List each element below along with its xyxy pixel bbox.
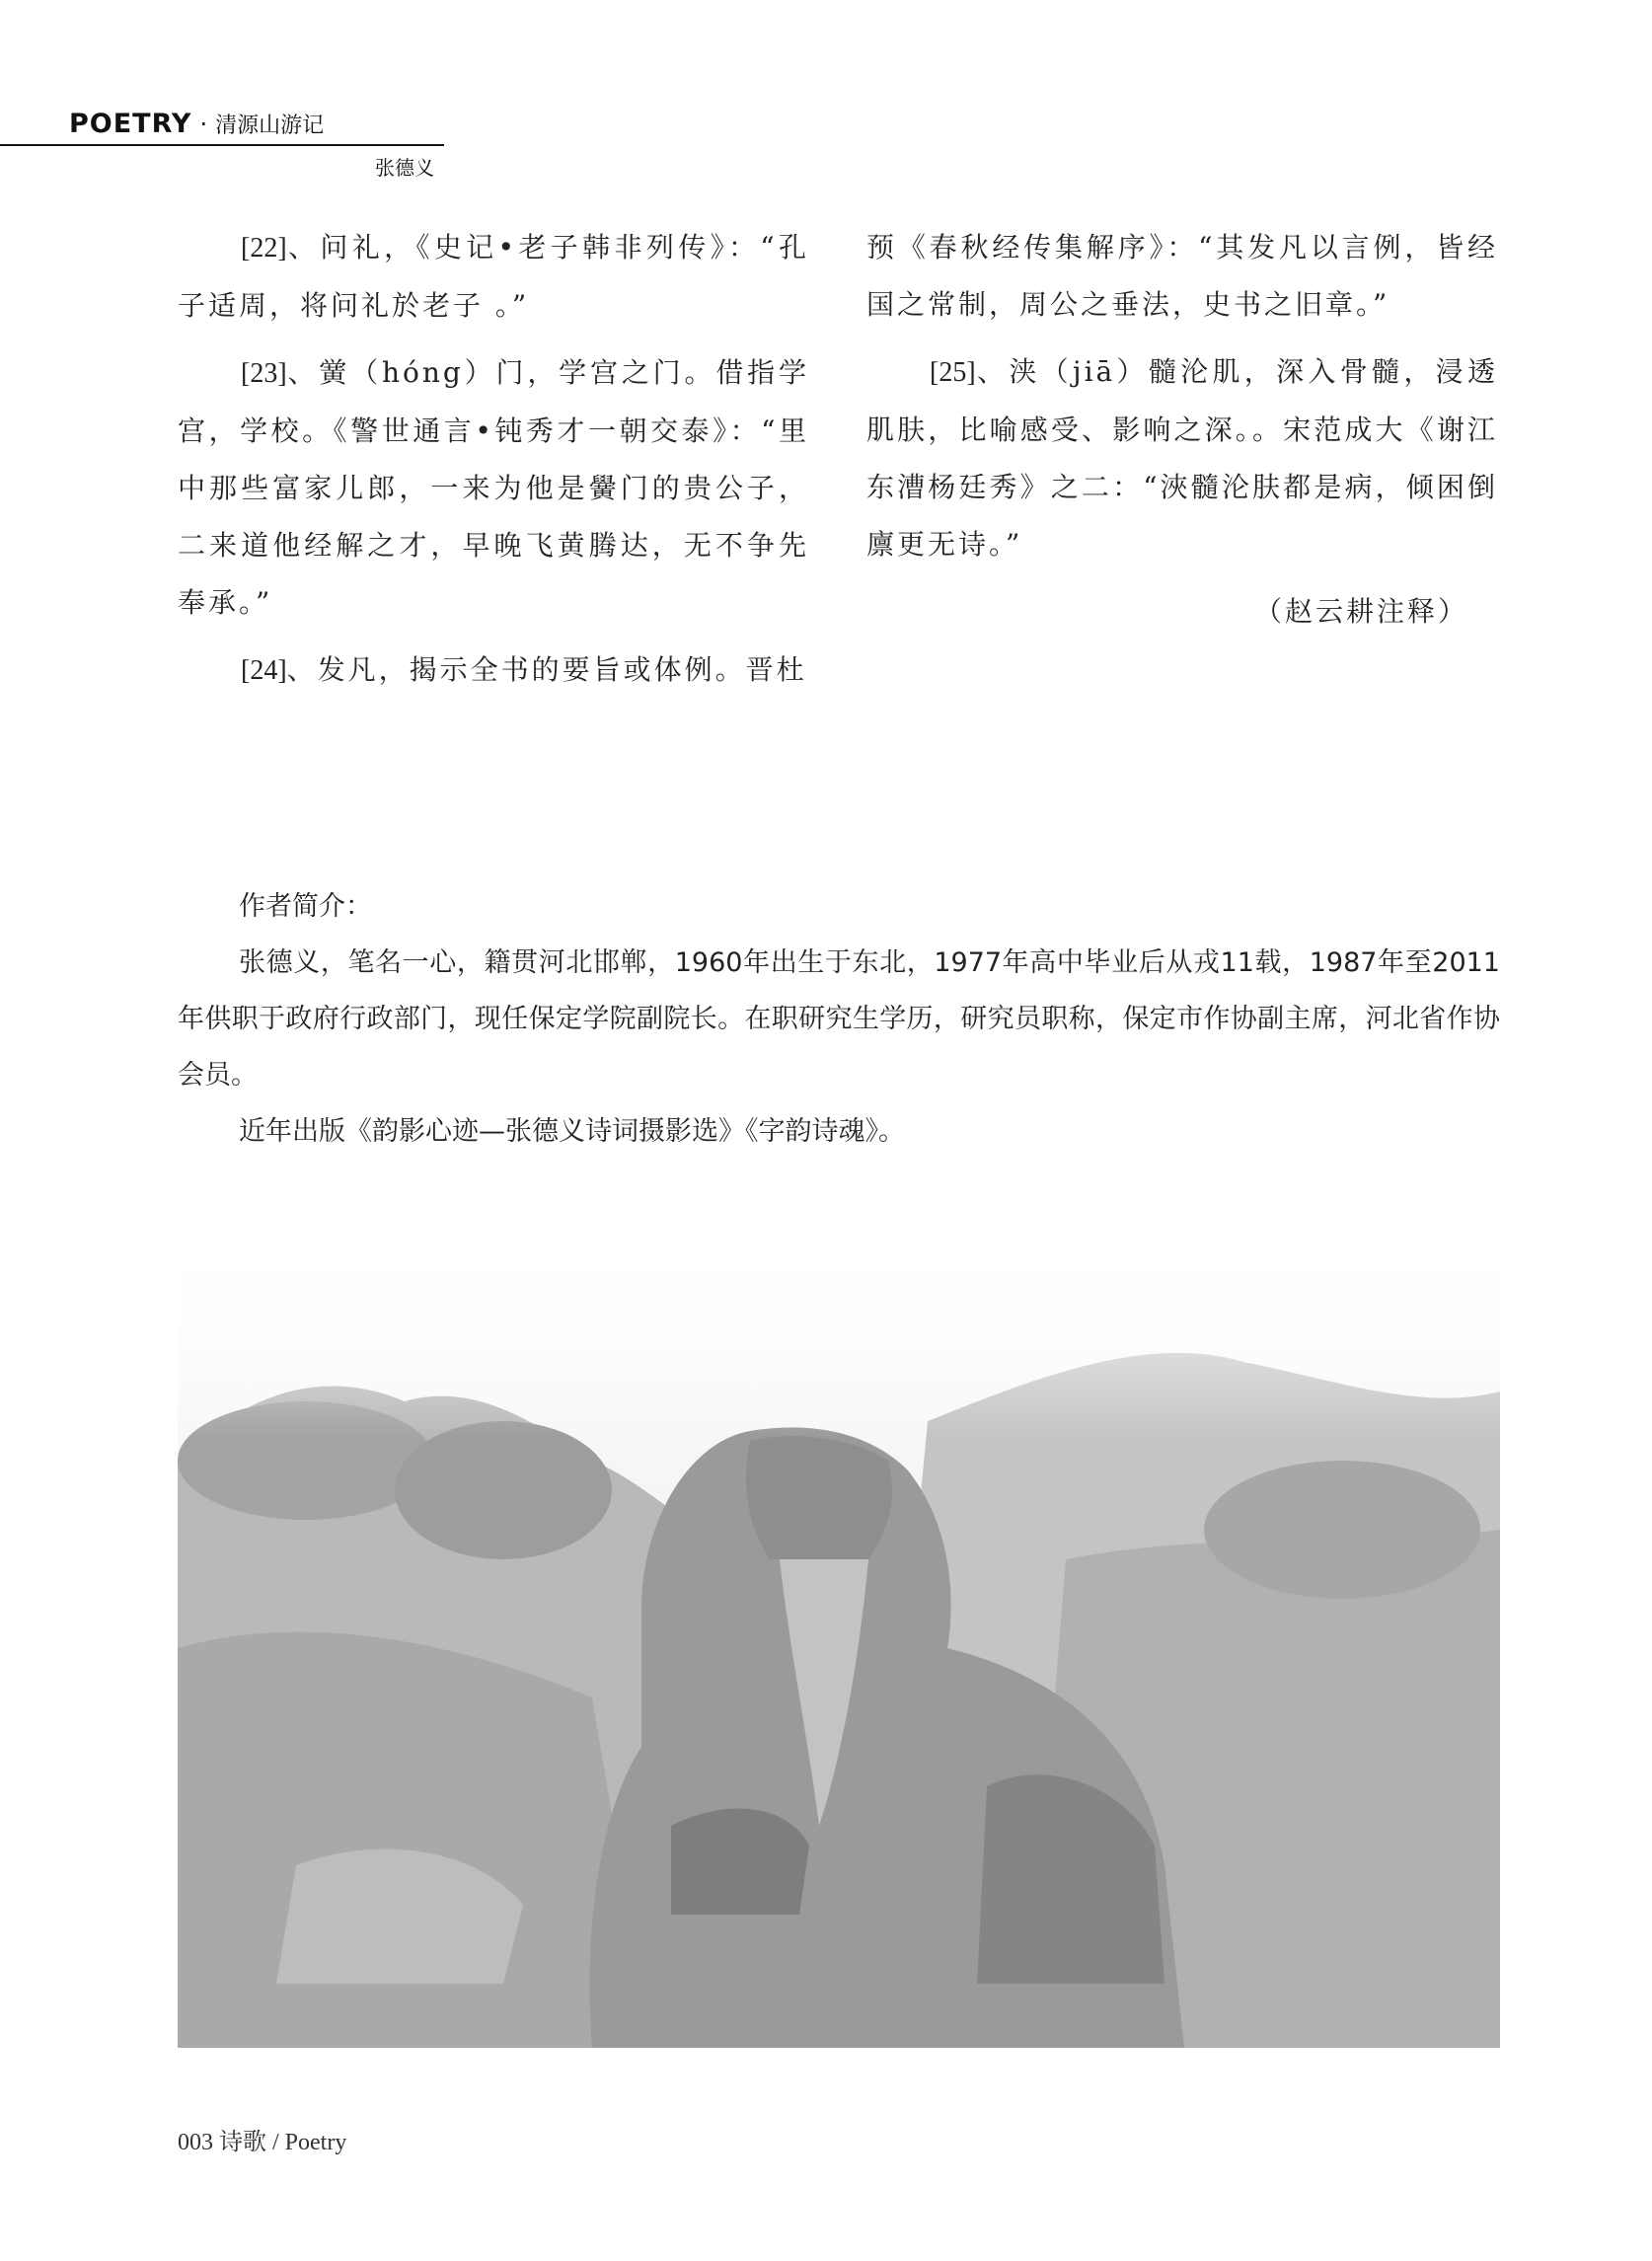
page-header xyxy=(0,109,444,181)
note-25 xyxy=(866,343,1498,573)
note-number: [23] xyxy=(241,358,287,389)
header-separator: · xyxy=(199,111,208,138)
author-bio xyxy=(178,878,1500,1160)
header-row xyxy=(0,109,444,144)
note-22 xyxy=(178,219,809,335)
bio-paragraph-2: 近年出版《韵影心迹—张德义诗词摄影选》《字韵诗魂》。 xyxy=(239,1116,905,1147)
section-title: 清源山游记 xyxy=(215,113,325,138)
note-number: [24] xyxy=(241,655,287,686)
note-24 xyxy=(178,641,809,700)
photo-illustration xyxy=(178,1234,1500,2048)
stone-statue-photo xyxy=(178,1234,1500,2048)
note-24-continuation: 预《春秋经传集解序》：“其发凡以言例，皆经国之常制，周公之垂法，史书之旧章。” xyxy=(866,231,1498,321)
notes-column-left xyxy=(178,219,809,710)
notes-column-right xyxy=(866,219,1498,650)
footer-magazine: 诗歌 / Poetry xyxy=(219,2130,347,2155)
note-number: [25] xyxy=(930,357,976,388)
page-number: 003 xyxy=(178,2130,213,2155)
header-rule xyxy=(0,144,444,146)
bio-paragraph-1: 张德义，笔名一心，籍贯河北邯郸，1960年出生于东北，1977年高中毕业后从戎11载，1987年至2011年供职于政府行政部门，现任保定学院副院长。在职研究生学历，研究员职称，保定市作协副主席，河北省作协会员。 xyxy=(178,947,1500,1091)
note-text: 、浃（jiā）髓沦肌，深入骨髓，浸透肌肤，比喻感受、影响之深。。宋范成大《谢江东漕杨廷秀》之二：“浹髓沦肤都是病，倾困倒廪更无诗。” xyxy=(866,355,1498,561)
note-text: 、发凡，揭示全书的要旨或体例。晋杜 xyxy=(286,653,807,686)
page-footer xyxy=(178,2122,346,2156)
note-number: [22] xyxy=(241,233,287,264)
bio-heading: 作者简介： xyxy=(239,891,372,922)
magazine-brand: POETRY xyxy=(69,109,192,139)
note-23 xyxy=(178,344,809,632)
annotator-signature: （赵云耕注释） xyxy=(1253,595,1468,628)
note-text: 、问礼，《史记•老子韩非列传》：“孔子适周，将问礼於老子 。” xyxy=(178,231,809,322)
note-text: 、黉（hóng）门，学宫之门。借指学宫，学校。《警世通言•钝秀才一朝交泰》：“里中那些富家儿郎，一来为他是黌门的贵公子，二来道他经解之才，早晚飞黄腾达，无不争先奉承。” xyxy=(178,356,809,619)
header-author: 张德义 xyxy=(375,156,434,180)
